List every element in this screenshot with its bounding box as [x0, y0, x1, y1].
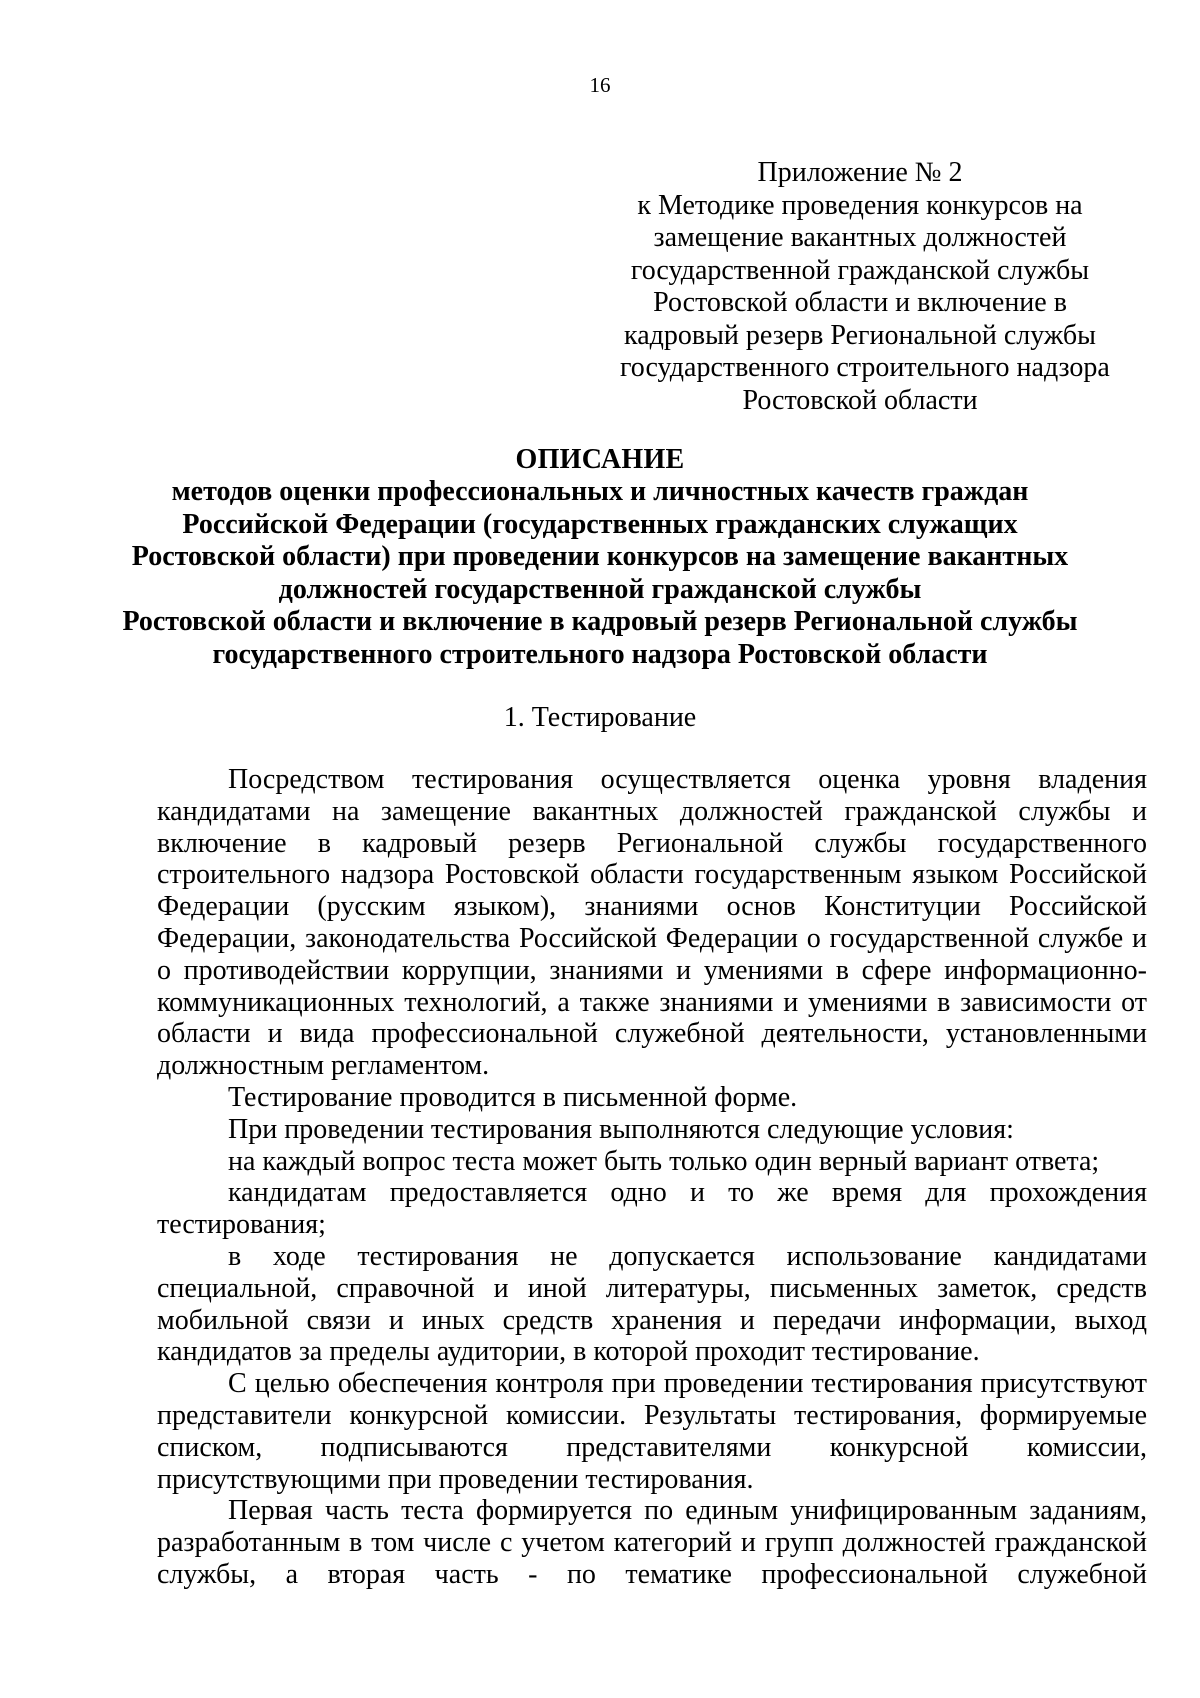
subtitle-line: Ростовской области и включение в кадровый резерв Региональной службы: [122, 606, 1078, 637]
appendix-line: Ростовской области и включение в: [653, 287, 1067, 318]
appendix-line: Приложение № 2: [757, 157, 963, 188]
subtitle-line: Российской Федерации (государственных гражданских служащих: [182, 508, 1018, 540]
appendix-line: Ростовской области: [742, 384, 978, 416]
body-paragraph: в ходе тестирования не допускается использование кандидатами специальной, справочной и иной литературы, письменных заметок, средств мобильной связи и иных средств хранения и передачи информации, выход кандидатов за пределы аудитории, в которой проходит тестирование.: [157, 1240, 1147, 1368]
subtitle-line: методов оценки профессиональных и личностных качеств граждан: [171, 476, 1029, 507]
section-heading: 1. Тестирование: [503, 702, 697, 733]
body-paragraph: на каждый вопрос теста может быть только один верный вариант ответа;: [228, 1145, 1100, 1177]
body-paragraph: Посредством тестирования осуществляется оценка уровня владения кандидатами на замещение вакантных должностей гражданской службы и включение в кадровый резерв Региональной службы государственного строительного надзора Ростовской области государственным языком Российской Федерации (русским языком), знаниями основ Конституции Российской Федерации, законодательства Российской Федерации о государственной службе и о противодействии коррупции, знаниями и умениями в сфере информационно-коммуникационных технологий, а также знаниями и умениями в зависимости от области и вида профессиональной служебной деятельности, установленными должностным регламентом.: [157, 764, 1147, 1082]
document-subtitle: [120, 476, 1080, 671]
body-paragraph: С целью обеспечения контроля при проведении тестирования присутствуют представители конкурсной комиссии. Результаты тестирования, формируемые списком, подписываются представителями конкурсной комиссии, присутствующими при проведении тестирования.: [157, 1368, 1147, 1495]
subtitle-line: Ростовской области) при проведении конкурсов на замещение вакантных: [131, 541, 1069, 572]
appendix-header: [620, 157, 1110, 417]
appendix-line: государственной гражданской службы: [630, 254, 1090, 286]
body-paragraph: кандидатам предоставляется одно и то же время для прохождения тестирования;: [157, 1177, 1147, 1241]
appendix-line: государственного строительного надзора: [620, 352, 1110, 383]
body-paragraph: Первая часть теста формируется по единым унифицированным заданиям, разработанным в том числе с учетом категорий и групп должностей гражданской службы, а вторая часть - по тематике профессиональной служебной: [157, 1495, 1147, 1590]
body-paragraph: При проведении тестирования выполняются следующие условия:: [228, 1113, 1014, 1145]
document-title: ОПИСАНИЕ: [515, 444, 685, 475]
subtitle-line: должностей государственной гражданской службы: [278, 573, 922, 605]
body-paragraph: Тестирование проводится в письменной форме.: [228, 1081, 798, 1113]
appendix-line: кадровый резерв Региональной службы: [624, 319, 1096, 351]
subtitle-line: государственного строительного надзора Ростовской области: [212, 638, 988, 670]
appendix-line: к Методике проведения конкурсов на: [637, 189, 1083, 221]
appendix-line: замещение вакантных должностей: [653, 222, 1067, 253]
page-number: 16: [589, 73, 611, 97]
document-body: [157, 764, 1147, 1591]
